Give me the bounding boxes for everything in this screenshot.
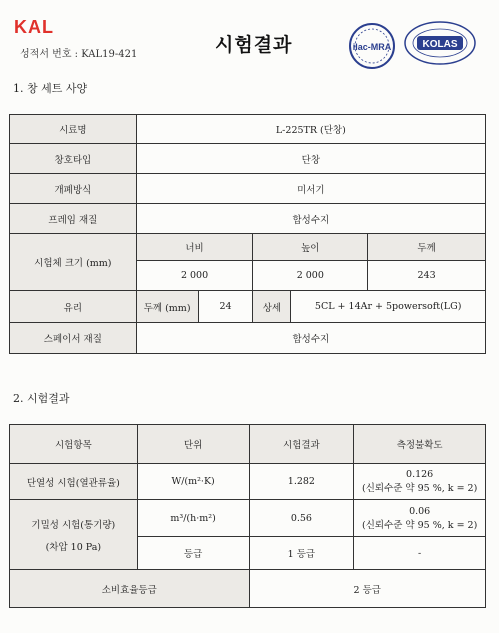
frame-value: 합성수지 bbox=[136, 204, 485, 234]
thickness-value: 243 bbox=[368, 261, 486, 291]
window-type-value: 단창 bbox=[136, 144, 485, 174]
glass-spec-label: 상세 bbox=[253, 291, 291, 323]
result-table bbox=[9, 424, 486, 608]
width-value: 2 000 bbox=[136, 261, 253, 291]
insulation-label: 단열성 시험(열관류율) bbox=[10, 464, 138, 500]
efficiency-label: 소비효율등급 bbox=[10, 570, 250, 608]
header-test-item: 시험항목 bbox=[10, 425, 138, 464]
frame-label: 프레임 재질 bbox=[10, 204, 137, 234]
grade-uncertainty: - bbox=[354, 537, 486, 570]
section2-heading: 2. 시험결과 bbox=[13, 392, 70, 405]
page-title: 시험결과 bbox=[215, 34, 293, 56]
width-label: 너비 bbox=[136, 234, 253, 261]
kolas-logo-text: KOLAS bbox=[422, 39, 458, 50]
airtight-result: 0.56 bbox=[249, 500, 354, 537]
brand-logo: KAL bbox=[14, 17, 54, 37]
insulation-unc-note: (신뢰수준 약 95 %, k = 2) bbox=[361, 483, 478, 494]
insulation-unit: W/(m²·K) bbox=[137, 464, 249, 500]
opening-label: 개폐방식 bbox=[10, 174, 137, 204]
airtight-unit: m³/(h·m²) bbox=[137, 500, 249, 537]
airtight-unc-value: 0.06 bbox=[409, 505, 431, 517]
window-type-label: 창호타입 bbox=[10, 144, 137, 174]
airtight-label-line1: 기밀성 시험(통기량) bbox=[31, 519, 116, 531]
report-number: 성적서 번호 : KAL19-421 bbox=[20, 49, 138, 60]
insulation-uncertainty bbox=[354, 464, 486, 500]
ilac-mra-logo bbox=[348, 22, 396, 70]
efficiency-value: 2 등급 bbox=[249, 570, 486, 608]
header-result: 시험결과 bbox=[249, 425, 354, 464]
airtight-unc-note: (신뢰수준 약 95 %, k = 2) bbox=[361, 519, 478, 531]
ilac-logo-text: ilac-MRA bbox=[352, 42, 392, 52]
insulation-unc-value: 0.126 bbox=[406, 469, 434, 480]
grade-unit: 등급 bbox=[137, 537, 249, 570]
sample-name-value: L-225TR (단창) bbox=[136, 115, 485, 144]
section1-heading: 1. 창 세트 사양 bbox=[13, 82, 88, 95]
size-label: 시험체 크기 (mm) bbox=[10, 234, 137, 291]
glass-label: 유리 bbox=[10, 291, 137, 323]
airtight-label bbox=[10, 500, 138, 570]
spec-table bbox=[9, 114, 486, 354]
kolas-logo bbox=[403, 20, 477, 66]
airtight-label-line2: (차압 10 Pa) bbox=[45, 541, 102, 553]
opening-value: 미서기 bbox=[136, 174, 485, 204]
glass-thickness-label: 두께 (mm) bbox=[136, 291, 198, 323]
header-unit: 단위 bbox=[137, 425, 249, 464]
spacer-label: 스페이서 재질 bbox=[10, 323, 137, 354]
thickness-label: 두께 bbox=[368, 234, 486, 261]
grade-result: 1 등급 bbox=[249, 537, 354, 570]
glass-thickness-value: 24 bbox=[198, 291, 253, 323]
sample-name-label: 시료명 bbox=[10, 115, 137, 144]
airtight-uncertainty bbox=[354, 500, 486, 537]
insulation-result: 1.282 bbox=[249, 464, 354, 500]
spacer-value: 합성수지 bbox=[136, 323, 485, 354]
header-uncertainty: 측정불확도 bbox=[354, 425, 486, 464]
glass-spec-value: 5CL + 14Ar + 5powersoft(LG) bbox=[291, 291, 486, 323]
height-value: 2 000 bbox=[253, 261, 368, 291]
height-label: 높이 bbox=[253, 234, 368, 261]
